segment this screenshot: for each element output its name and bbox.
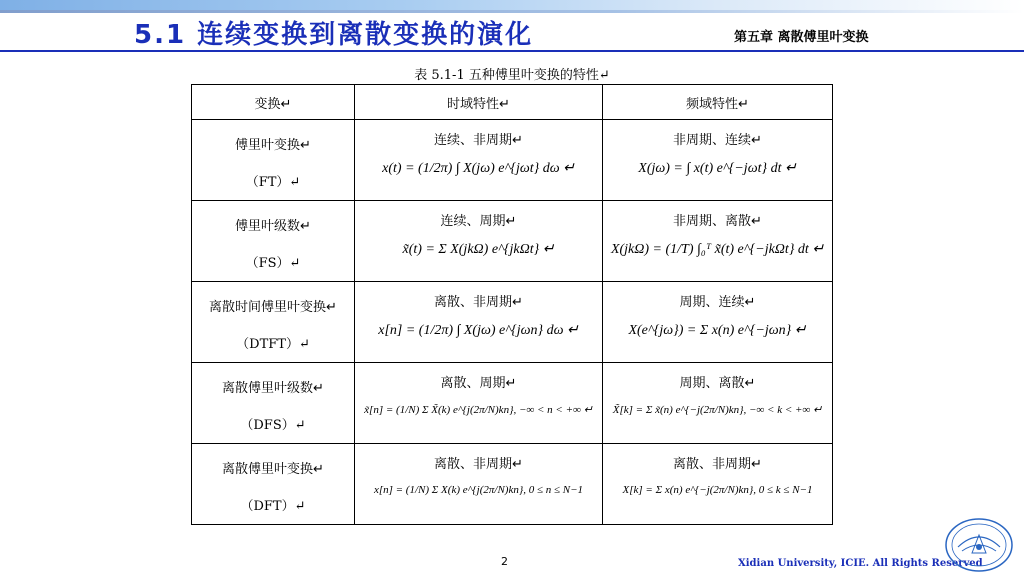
- time-description: 连续、周期↵: [440, 214, 517, 229]
- time-formula: x(t) = (1/2π) ∫ X(jω) e^{jωt} dω ↵: [382, 161, 575, 176]
- freq-formula: X[k] = Σ x(n) e^{−j(2π/N)kn}, 0 ≤ k ≤ N−1: [622, 484, 813, 496]
- transform-abbr: （FS）↵: [245, 256, 301, 271]
- time-cell: [355, 444, 603, 525]
- rights-notice: Xidian University, ICIE. All Rights Reserved: [738, 558, 983, 569]
- fourier-table: [191, 84, 833, 525]
- row-name-cell: [192, 444, 355, 525]
- header-gradient-bar: [0, 0, 1024, 10]
- freq-cell: [603, 282, 833, 363]
- freq-description: 离散、非周期↵: [673, 457, 762, 472]
- freq-description: 非周期、离散↵: [673, 214, 762, 229]
- freq-cell: [603, 201, 833, 282]
- time-cell: [355, 282, 603, 363]
- page-number: 2: [501, 555, 508, 568]
- time-description: 离散、周期↵: [440, 376, 517, 391]
- title-underline: [0, 50, 1024, 52]
- freq-cell: [603, 363, 833, 444]
- table-row-ft: [192, 120, 833, 201]
- freq-formula: X̃[k] = Σ x̃(n) e^{−j(2π/N)kn}, −∞ < k < +∞ ↵: [612, 404, 823, 416]
- time-formula: x[n] = (1/N) Σ X(k) e^{j(2π/N)kn}, 0 ≤ n ≤ N−1: [373, 484, 584, 496]
- transform-abbr: （FT）↵: [245, 175, 301, 190]
- time-description: 离散、非周期↵: [434, 295, 523, 310]
- table-header-row: [192, 85, 833, 120]
- transform-abbr: （DTFT）↵: [236, 337, 310, 352]
- freq-cell: [603, 444, 833, 525]
- table-row-dfs: [192, 363, 833, 444]
- freq-cell: [603, 120, 833, 201]
- transform-name: 傅里叶级数↵: [235, 219, 311, 234]
- time-cell: [355, 120, 603, 201]
- table-row-fs: [192, 201, 833, 282]
- transform-name: 离散傅里叶变换↵: [222, 462, 324, 477]
- row-name-cell: [192, 201, 355, 282]
- transform-name: 傅里叶变换↵: [235, 138, 311, 153]
- header-freq-domain: 频域特性↵: [603, 85, 833, 120]
- table-caption: 表 5.1-1 五种傅里叶变换的特性↵: [414, 68, 610, 83]
- table-row-dft: [192, 444, 833, 525]
- freq-formula: X(jω) = ∫ x(t) e^{−jωt} dt ↵: [638, 161, 797, 176]
- table-row-dtft: [192, 282, 833, 363]
- time-formula: x̃[n] = (1/N) Σ X̃(k) e^{j(2π/N)kn}, −∞ < n < +∞ ↵: [364, 404, 593, 416]
- university-seal-icon: [944, 517, 1014, 573]
- transform-name: 离散时间傅里叶变换↵: [209, 300, 337, 315]
- transform-name: 离散傅里叶级数↵: [222, 381, 324, 396]
- freq-formula: X(jkΩ) = (1/T) ∫₀ᵀ x̃(t) e^{−jkΩt} dt ↵: [610, 242, 825, 257]
- row-name-cell: [192, 363, 355, 444]
- time-cell: [355, 201, 603, 282]
- row-name-cell: [192, 282, 355, 363]
- time-formula: x̃(t) = Σ X(jkΩ) e^{jkΩt} ↵: [402, 242, 555, 257]
- freq-description: 非周期、连续↵: [673, 133, 762, 148]
- row-name-cell: [192, 120, 355, 201]
- time-description: 离散、非周期↵: [434, 457, 523, 472]
- time-description: 连续、非周期↵: [434, 133, 523, 148]
- freq-description: 周期、离散↵: [679, 376, 756, 391]
- header-time-domain: 时域特性↵: [355, 85, 603, 120]
- header-transform: 变换↵: [192, 85, 355, 120]
- transform-abbr: （DFS）↵: [240, 418, 306, 433]
- header-accent-line: [0, 10, 1024, 13]
- freq-description: 周期、连续↵: [679, 295, 756, 310]
- time-formula: x[n] = (1/2π) ∫ X(jω) e^{jωn} dω ↵: [378, 323, 579, 338]
- time-cell: [355, 363, 603, 444]
- chapter-label: 第五章 离散傅里叶变换: [734, 30, 869, 45]
- transform-abbr: （DFT）↵: [240, 499, 306, 514]
- slide-title: 5.1 连续变换到离散变换的演化: [134, 20, 534, 50]
- freq-formula: X(e^{jω}) = Σ x(n) e^{−jωn} ↵: [628, 323, 807, 338]
